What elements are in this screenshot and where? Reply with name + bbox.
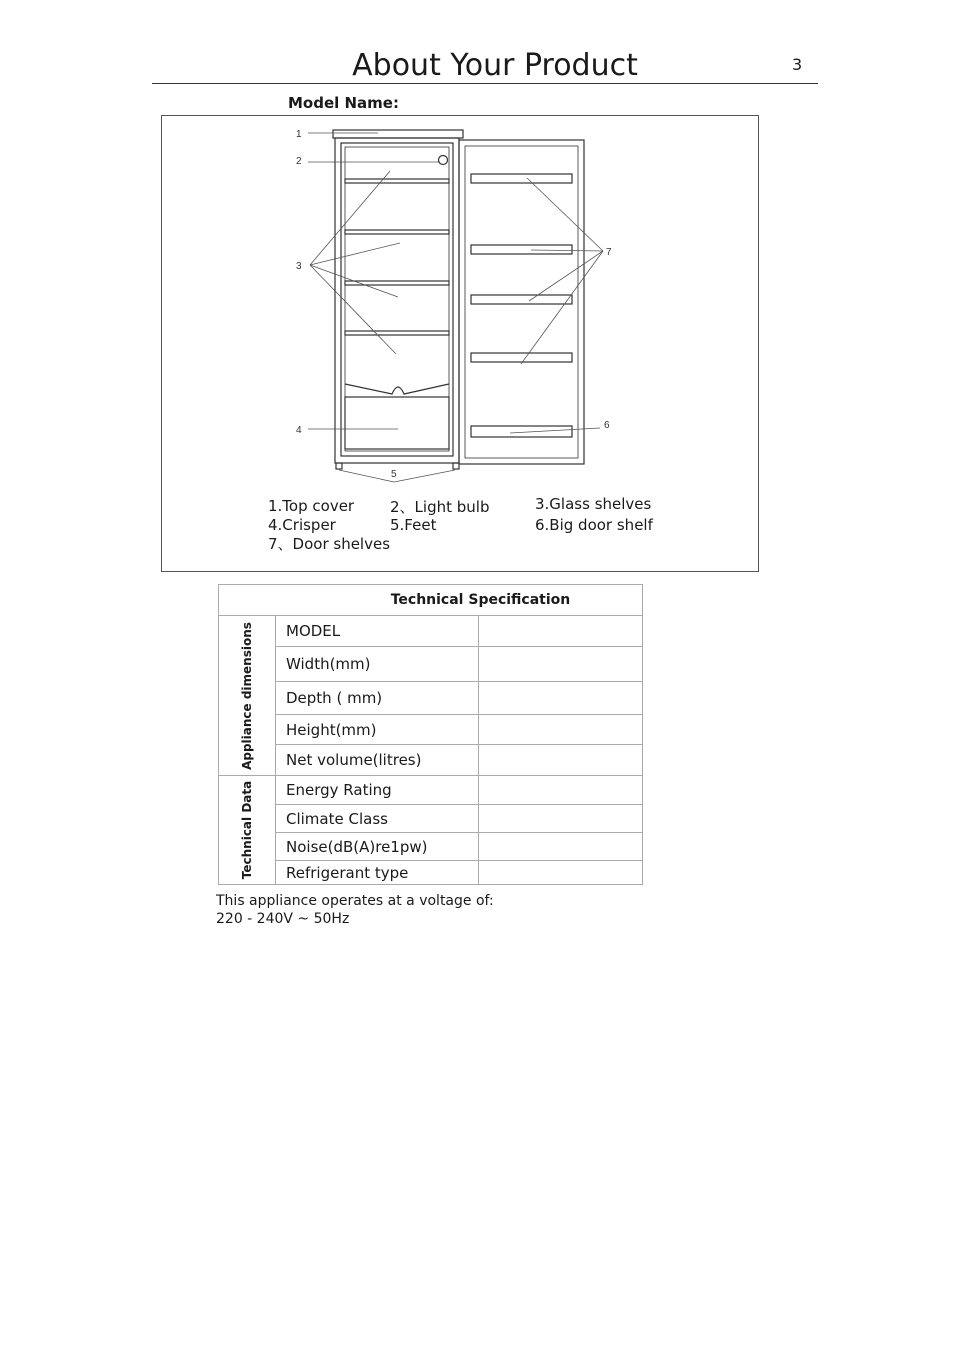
row-label-climate-class: Climate Class — [276, 805, 479, 833]
legend-feet: 5.Feet — [390, 516, 437, 534]
callout-1: 1 — [296, 129, 302, 140]
glass-shelf — [345, 179, 449, 183]
row-value-refrigerant-type — [479, 861, 643, 885]
light-bulb-shape — [439, 156, 448, 165]
row-value-energy-rating — [479, 776, 643, 805]
title-divider — [152, 83, 818, 84]
legend-glass-shelves: 3.Glass shelves — [535, 495, 652, 513]
callout-7: 7 — [606, 247, 612, 258]
callout-4: 4 — [296, 425, 302, 436]
door-shelf — [471, 245, 572, 254]
glass-shelf — [345, 331, 449, 335]
callout-6: 6 — [604, 420, 610, 431]
top-cover-shape — [333, 130, 463, 138]
table-title: Technical Specification — [219, 585, 643, 616]
row-label-noise: Noise(dB(A)re1pw) — [276, 833, 479, 861]
foot-shape — [336, 463, 342, 469]
callout-2: 2 — [296, 156, 302, 167]
row-label-height: Height(mm) — [276, 715, 479, 745]
model-name-label: Model Name: — [288, 94, 399, 112]
callout-5: 5 — [391, 469, 397, 480]
callout-3: 3 — [296, 261, 302, 272]
big-door-shelf — [471, 426, 572, 437]
foot-shape — [453, 463, 459, 469]
door-shape — [459, 140, 584, 464]
group-technical-data: Technical Data — [219, 776, 276, 885]
row-value-model — [479, 616, 643, 647]
row-value-height — [479, 715, 643, 745]
row-label-width: Width(mm) — [276, 647, 479, 682]
voltage-value: 220 - 240V ~ 50Hz — [216, 911, 350, 927]
door-shelf — [471, 353, 572, 362]
row-value-depth — [479, 682, 643, 715]
cabinet-inner-shape — [341, 143, 453, 456]
legend-light-bulb: 2、Light bulb — [390, 498, 490, 516]
row-label-model: MODEL — [276, 616, 479, 647]
legend-top-cover: 1.Top cover — [268, 497, 355, 515]
row-value-net-volume — [479, 745, 643, 776]
voltage-note: This appliance operates at a voltage of: — [216, 893, 494, 909]
row-label-refrigerant-type: Refrigerant type — [276, 861, 479, 885]
page-title: About Your Product — [352, 48, 638, 83]
row-value-width — [479, 647, 643, 682]
row-label-net-volume: Net volume(litres) — [276, 745, 479, 776]
glass-shelf — [345, 230, 449, 234]
row-label-depth: Depth ( mm) — [276, 682, 479, 715]
door-shelf — [471, 174, 572, 183]
row-value-climate-class — [479, 805, 643, 833]
row-label-energy-rating: Energy Rating — [276, 776, 479, 805]
row-value-noise — [479, 833, 643, 861]
crisper-shape — [345, 397, 449, 449]
technical-specification-table — [218, 584, 643, 885]
group-appliance-dimensions: Appliance dimensions — [219, 616, 276, 776]
door-shelf — [471, 295, 572, 304]
legend-door-shelves: 7、Door shelves — [268, 535, 391, 553]
legend-big-door-shelf: 6.Big door shelf — [535, 516, 653, 534]
cabinet-shape — [335, 138, 459, 463]
legend-crisper: 4.Crisper — [268, 516, 336, 534]
page-number: 3 — [792, 55, 803, 74]
